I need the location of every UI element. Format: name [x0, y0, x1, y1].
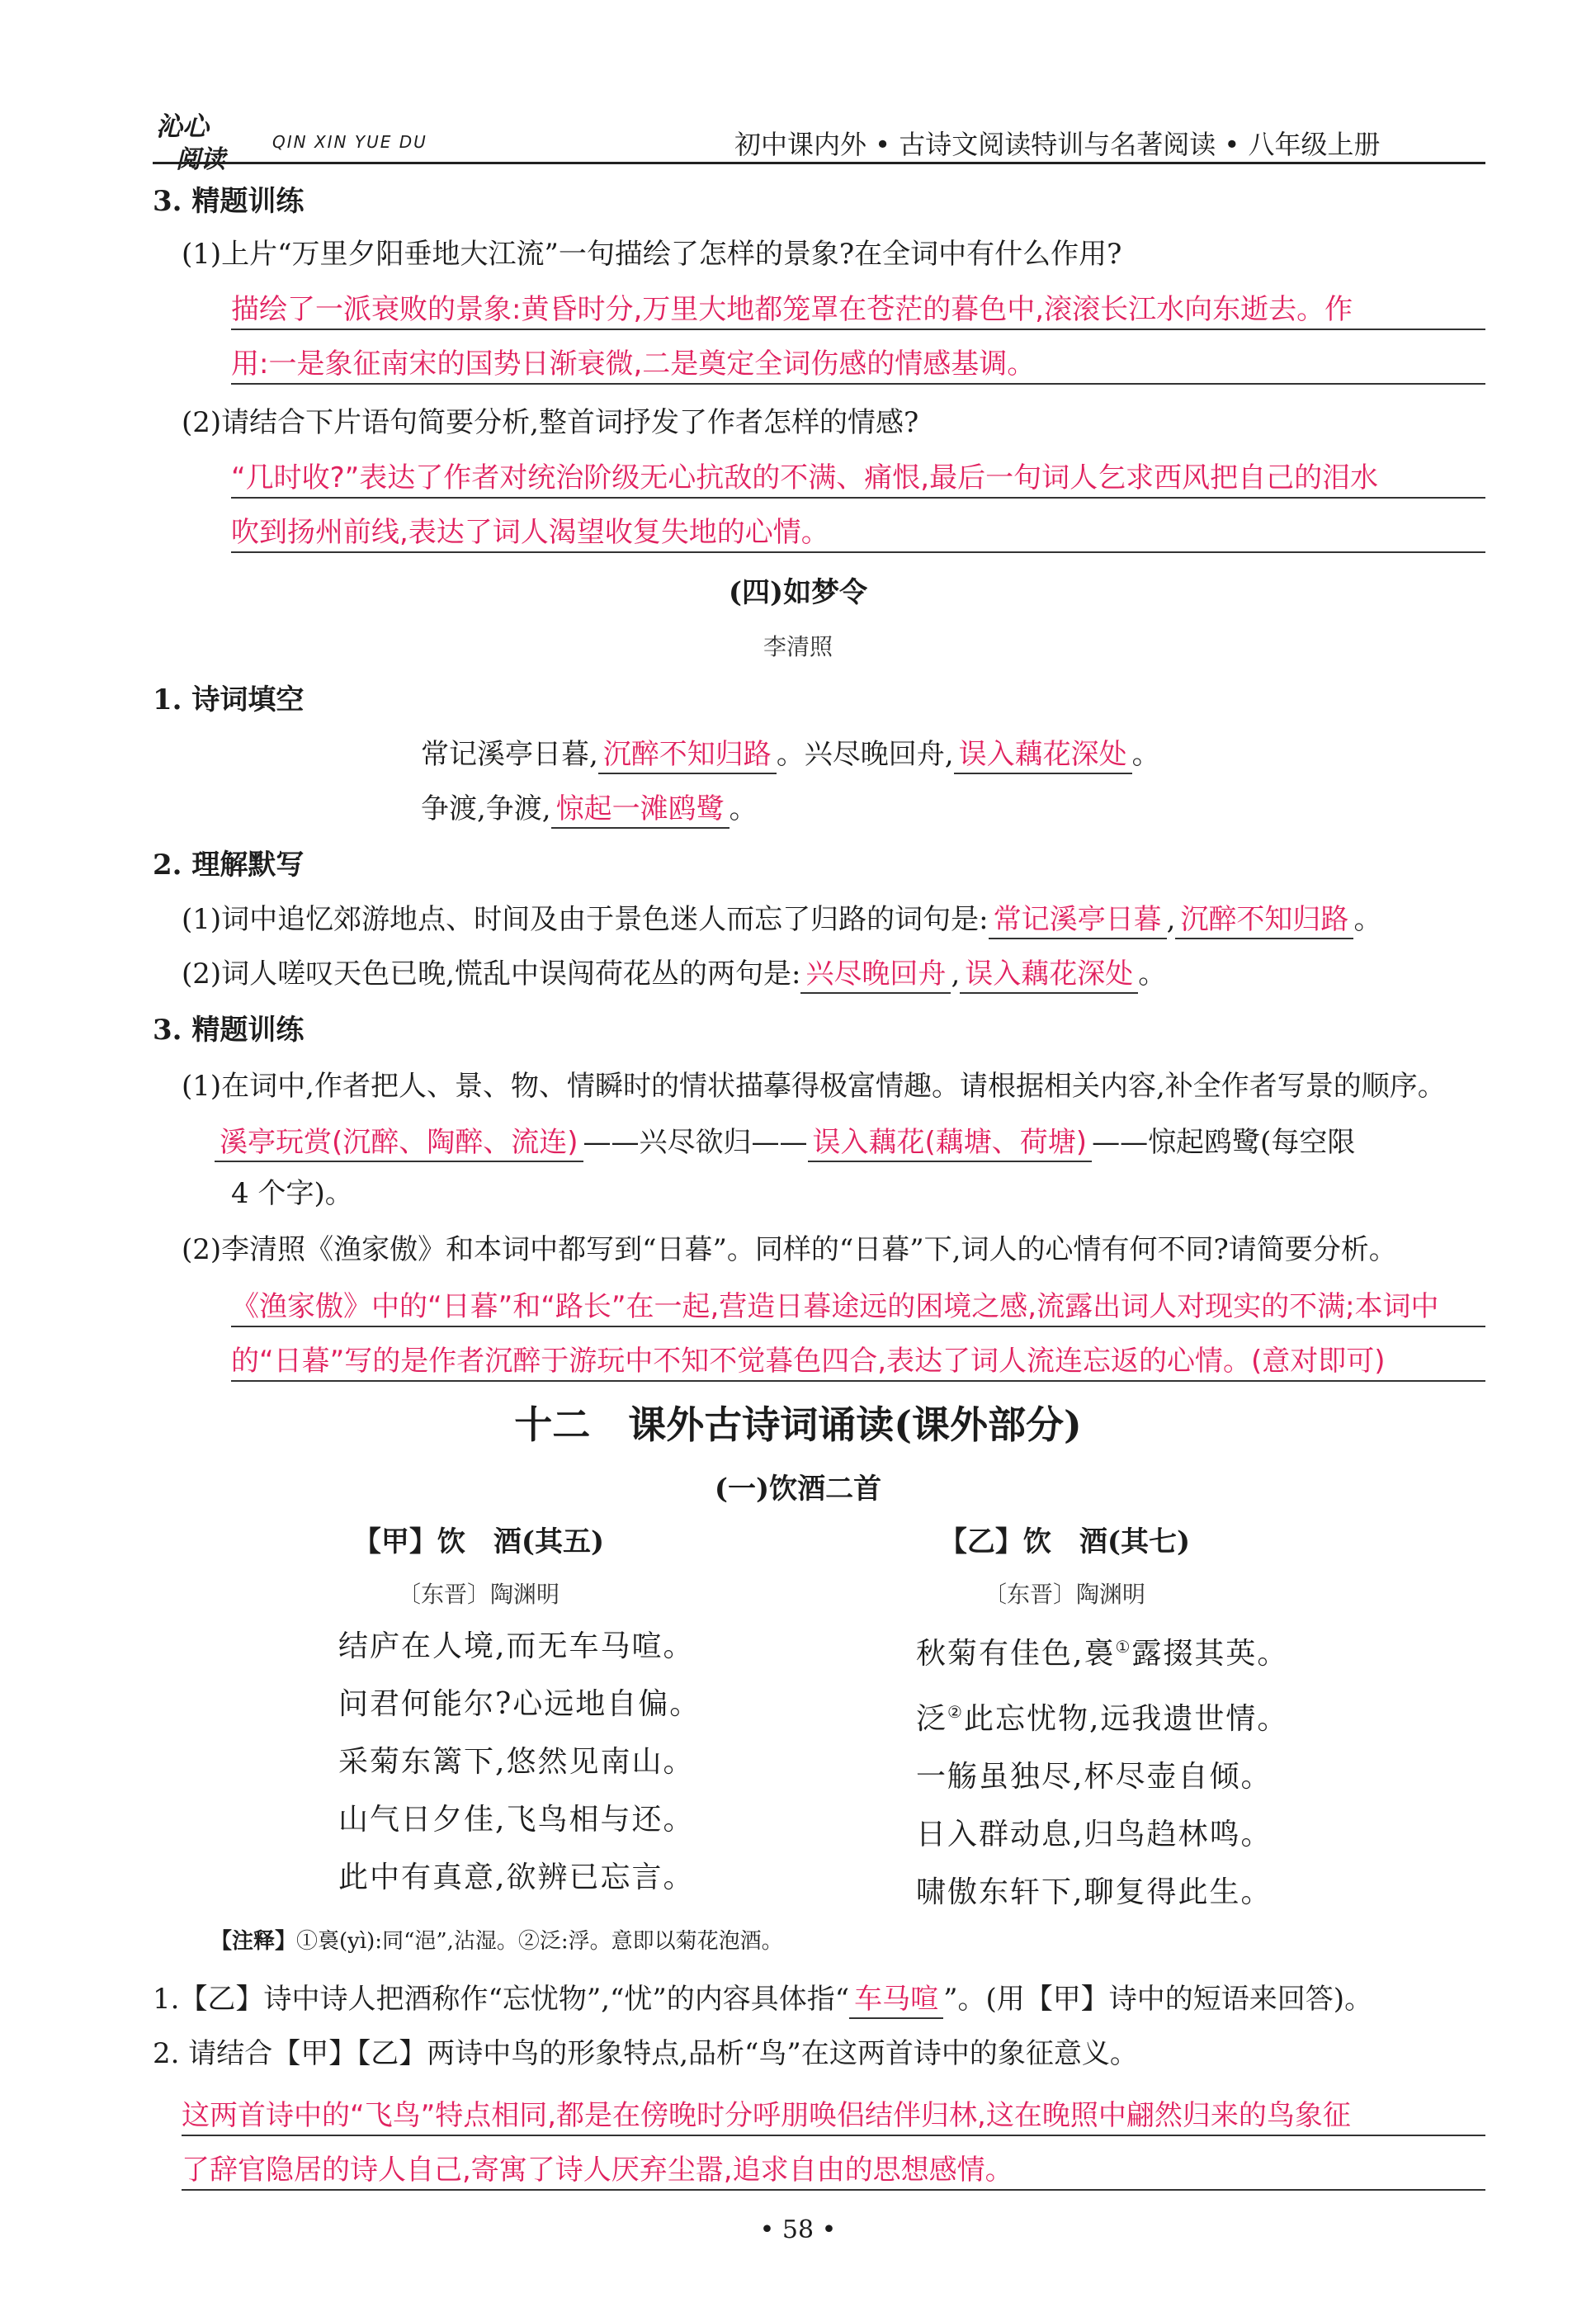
logo-pinyin: QIN XIN YUE DU	[272, 132, 427, 152]
poem-author: 李清照	[763, 633, 833, 660]
poem-line: 一觞虽独尽,杯尽壶自倾。	[916, 1760, 1273, 1794]
fill-blank[interactable]	[954, 736, 1132, 774]
poem-title: 【甲】饮 酒(其五)	[352, 1525, 605, 1558]
fill-answer: 常记溪亭日暮	[993, 903, 1162, 936]
notes-label: 【注释】	[210, 1929, 297, 1954]
text: 。	[1138, 958, 1167, 991]
poem-line: 问君何能尔?心远地自偏。	[338, 1687, 701, 1721]
question-text: (2)请结合下片语句简要分析,整首词抒发了作者怎样的情感?	[182, 406, 919, 439]
fill-blank[interactable]	[808, 1124, 1093, 1162]
text: 秋菊有佳色,裛	[916, 1637, 1116, 1671]
poem-line: 此中有真意,欲辨已忘言。	[338, 1861, 695, 1894]
poem-line: 日入群动息,归鸟趋林鸣。	[916, 1818, 1273, 1851]
text: 。兴尽晚回舟,	[776, 738, 954, 771]
question-text: (1)在词中,作者把人、景、物、情瞬时的情状描摹得极富情趣。请根据相关内容,补全作者写景的顺序。	[182, 1070, 1446, 1103]
fill-blank[interactable]	[849, 1981, 943, 2019]
poem-line: 啸傲东轩下,聊复得此生。	[916, 1875, 1273, 1909]
poem-yi	[866, 1524, 1378, 1912]
fill-blank[interactable]	[989, 901, 1167, 939]
answer-line: 吹到扬州前线,表达了词人渴望收复失地的心情。	[231, 513, 1485, 553]
text: 泛	[916, 1702, 948, 1736]
text: 。	[1131, 738, 1160, 771]
answer-line: 《渔家傲》中的“日暮”和“路长”在一起,营造日暮途远的困境之感,流露出词人对现实的不满;本词中	[231, 1288, 1485, 1327]
text: 。	[1353, 903, 1382, 936]
answer-line: 用:一是象征南宋的国势日渐衰微,二是奠定全词伤感的情感基调。	[231, 345, 1485, 385]
footnote-mark: ①	[1115, 1637, 1132, 1657]
fill-blank[interactable]	[598, 736, 777, 774]
fill-line	[421, 736, 1160, 774]
text: ——惊起鸥鹭(每空限	[1092, 1126, 1356, 1159]
footnote-mark: ②	[947, 1702, 964, 1722]
poem-author: 〔东晋〕陶渊明	[983, 1581, 1145, 1608]
section-title: 2. 理解默写	[153, 849, 305, 882]
text: ”。(用【甲】诗中的短语来回答)。	[943, 1983, 1373, 2016]
notes-text: ①裛(yì):同“浥”,沾湿。②泛:浮。意即以菊花泡酒。	[296, 1929, 783, 1954]
poem-author: 〔东晋〕陶渊明	[397, 1581, 560, 1608]
question-line	[182, 901, 1381, 939]
question-text: 2. 请结合【甲】【乙】两诗中鸟的形象特点,品析“鸟”在这两首诗中的象征意义。	[153, 2037, 1138, 2070]
text: 此忘忧物,远我遗世情。	[963, 1702, 1289, 1736]
text: ——兴尽欲归——	[583, 1126, 808, 1159]
fill-blank[interactable]	[551, 791, 730, 829]
text: (1)词中追忆郊游地点、时间及由于景色迷人而忘了归路的词句是:	[182, 903, 989, 936]
text: 1.【乙】诗中诗人把酒称作“忘忧物”,“忧”的内容具体指“	[153, 1983, 850, 2016]
text: 常记溪亭日暮,	[421, 738, 598, 771]
notes	[210, 1927, 783, 1956]
question-line	[153, 1981, 1372, 2019]
fill-answer: 溪亭玩赏(沉醉、陶醉、流连)	[220, 1126, 578, 1159]
fill-answer: 兴尽晚回舟	[805, 958, 947, 991]
text: 争渡,争渡,	[421, 792, 551, 825]
answer-line: 描绘了一派衰败的景象:黄昏时分,万里大地都笼罩在苍茫的暮色中,滚滚长江水向东逝去。作	[231, 291, 1485, 330]
poem-title: (四)如梦令	[728, 576, 868, 609]
poem-line: 结庐在人境,而无车马喧。	[338, 1629, 695, 1663]
header-rule	[153, 162, 1485, 164]
section-title: 3. 精题训练	[153, 1014, 305, 1047]
fill-answer: 误入藕花(藕塘、荷塘)	[812, 1126, 1088, 1159]
fill-blank[interactable]	[1175, 901, 1353, 939]
answer-line: “几时收?”表达了作者对统治阶级无心抗敌的不满、痛恨,最后一句词人乞求西风把自己的泪水	[231, 459, 1485, 499]
fill-blank[interactable]	[215, 1124, 583, 1162]
fill-blank[interactable]	[800, 956, 951, 994]
fill-line	[421, 791, 758, 829]
section-title: 1. 诗词填空	[153, 683, 305, 716]
answer-line: 了辞官隐居的诗人自己,寄寓了诗人厌弃尘嚣,追求自由的思想感情。	[182, 2151, 1485, 2191]
text: ,	[951, 958, 961, 991]
fill-answer: 误入藕花深处	[965, 958, 1134, 991]
chapter-title: 十二 课外古诗词诵读(课外部分)	[514, 1402, 1082, 1447]
text: 。	[729, 792, 758, 825]
fill-answer: 车马喧	[854, 1983, 939, 2016]
fill-answer: 沉醉不知归路	[602, 738, 772, 771]
question-line	[182, 956, 1166, 994]
question-text: (2)李清照《渔家傲》和本词中都写到“日暮”。同样的“日暮”下,词人的心情有何不同?请简要分析。	[182, 1233, 1397, 1266]
text: (2)词人嗟叹天色已晚,慌乱中误闯荷花丛的两句是:	[182, 958, 801, 991]
poem-line	[916, 1693, 1378, 1738]
fill-answer: 误入藕花深处	[958, 738, 1127, 771]
question-text: (1)上片“万里夕阳垂地大江流”一句描绘了怎样的景象?在全词中有什么作用?	[182, 238, 1122, 271]
fill-blank[interactable]	[960, 956, 1138, 994]
text: 露掇其英。	[1131, 1637, 1289, 1671]
poem-line	[916, 1628, 1378, 1673]
section-title: 3. 精题训练	[153, 185, 305, 218]
poem-jia	[281, 1524, 792, 1897]
poem-title: 【乙】饮 酒(其七)	[938, 1525, 1191, 1558]
fill-answer: 沉醉不知归路	[1180, 903, 1349, 936]
answer-line: 的“日暮”写的是作者沉醉于游玩中不知不觉暮色四合,表达了词人流连忘返的心情。(意对即可)	[231, 1342, 1485, 1382]
chapter-subtitle: (一)饮酒二首	[714, 1473, 882, 1506]
poem-line: 山气日夕佳,飞鸟相与还。	[338, 1803, 695, 1837]
fill-answer: 惊起一滩鸥鹭	[555, 792, 725, 825]
answer-line: 这两首诗中的“飞鸟”特点相同,都是在傍晚时分呼朋唤侣结伴归林,这在晚照中翩然归来的鸟象征	[182, 2097, 1485, 2136]
question-text: 4 个字)。	[231, 1177, 353, 1210]
poem-line: 采菊东篱下,悠然见南山。	[338, 1745, 695, 1779]
page-number: • 58 •	[759, 2215, 837, 2244]
question-line	[215, 1124, 1355, 1162]
series-title: 初中课内外 • 古诗文阅读特训与名著阅读 • 八年级上册	[734, 129, 1381, 160]
text: ,	[1166, 903, 1176, 936]
logo-text-bottom: 阅读	[176, 145, 225, 174]
logo-text-top: 沁心	[156, 111, 210, 142]
